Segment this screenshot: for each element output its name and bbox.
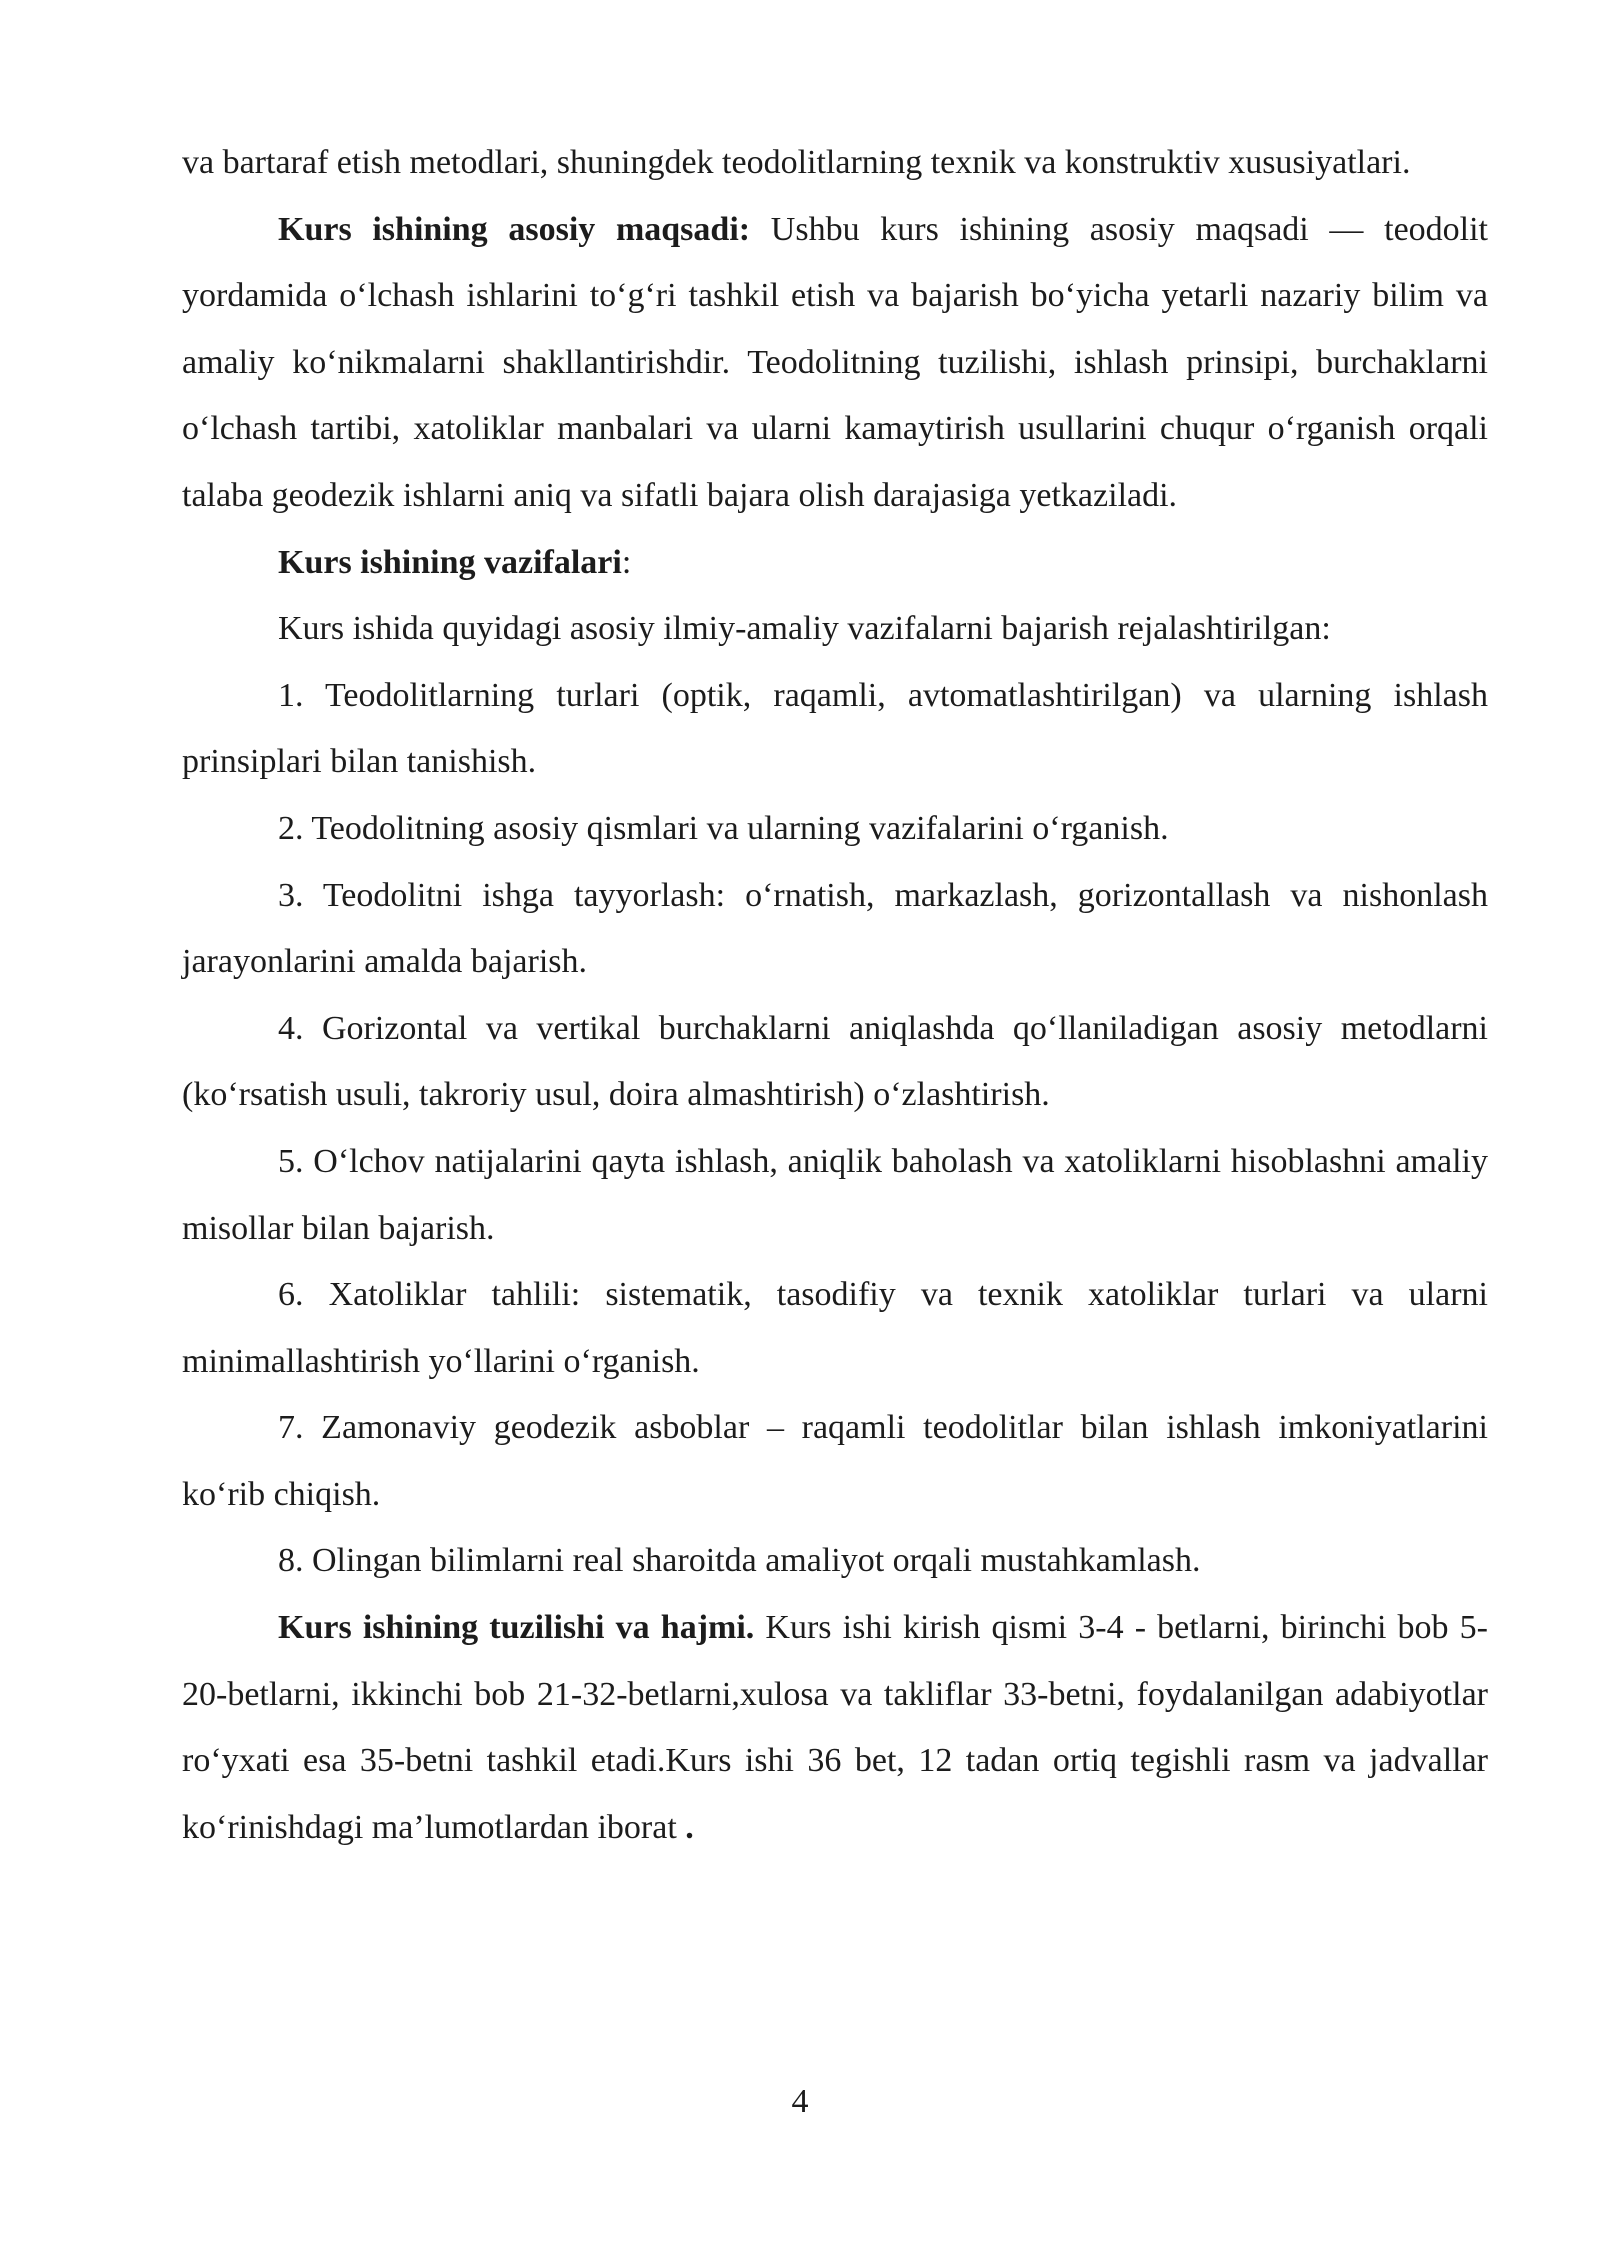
tasks-heading-colon: : — [621, 543, 632, 581]
paragraph-tasks-intro — [182, 596, 1488, 663]
list-item: 7. Zamonaviy geodezik asboblar – raqamli teodolitlar bilan ishlash imkoniyatlarini ko‘rib chiqish. — [182, 1409, 1488, 1513]
paragraph-text: va bartaraf etish metodlari, shuningdek teodolitlarning texnik va konstruktiv xususiyatlari. — [182, 144, 1411, 181]
paragraph-goal — [182, 197, 1488, 530]
paragraph-tasks-heading — [182, 530, 1488, 597]
structure-heading: Kurs ishining tuzilishi va hajmi. — [278, 1609, 755, 1647]
tasks-intro-text: Kurs ishida quyidagi asosiy ilmiy-amaliy vazifalarni bajarish rejalashtirilgan: — [278, 610, 1331, 648]
list-item: 6. Xatoliklar tahlili: sistematik, tasodifiy va texnik xatoliklar turlari va ularni minimallashtirish yo‘llarini o‘rganish. — [182, 1276, 1488, 1380]
goal-heading: Kurs ishining asosiy maqsadi: — [278, 210, 751, 248]
list-item: 1. Teodolitlarning turlari (optik, raqamli, avtomatlashtirilgan) va ularning ishlash prinsiplari bilan tanishish. — [182, 676, 1488, 781]
tasks-heading: Kurs ishining vazifalari — [278, 543, 622, 581]
list-item: 8. Olingan bilimlarni real sharoitda amaliyot orqali mustahkamlash. — [278, 1542, 1201, 1580]
list-item: 3. Teodolitni ishga tayyorlash: o‘rnatish, markazlash, gorizontallash va nishonlash jarayonlarini amalda bajarish. — [182, 876, 1488, 981]
structure-text: Kurs ishi kirish qismi 3-4 - betlarni, birinchi bob 5-20-betlarni, ikkinchi bob 21-32-betlarni,xulosa va takliflar 33-betni, foydalanilgan adabiyotlar ro‘yxati esa 35-betni tashkil etadi.Kurs ishi 36 bet, 12 tadan ortiq tegishli rasm va jadvallar ko‘rinishdagi ma’lumotlardan iborat — [182, 1609, 1489, 1846]
paragraph-continuation — [182, 130, 1488, 197]
paragraph-structure — [182, 1595, 1488, 1861]
goal-text: Ushbu kurs ishining asosiy maqsadi — teodolit yordamida o‘lchash ishlarini to‘g‘ri tashkil etish va bajarish bo‘yicha yetarli nazariy bilim va amaliy ko‘nikmalarni shakllantirishdir. Teodolitning tuzilishi, ishlash prinsipi, burchaklarni o‘lchash tartibi, xatoliklar manbalari va ularni kamaytirish usullarini chuqur o‘rganish orqali talaba geodezik ishlarni aniq va sifatli bajara olish darajasiga yetkaziladi. — [182, 210, 1488, 514]
list-item: 2. Teodolitning asosiy qismlari va ularning vazifalarini o‘rganish. — [278, 809, 1169, 847]
list-item: 5. O‘lchov natijalarini qayta ishlash, aniqlik baholash va xatoliklarni hisoblashni amaliy misollar bilan bajarish. — [182, 1142, 1488, 1247]
document-page — [182, 130, 1488, 1861]
list-item: 4. Gorizontal va vertikal burchaklarni aniqlashda qo‘llaniladigan asosiy metodlarni (ko‘rsatish usuli, takroriy usul, doira almashtirish) o‘zlashtirish. — [182, 1009, 1488, 1114]
structure-end-mark: . — [685, 1808, 694, 1846]
page-number: 4 — [791, 2083, 809, 2120]
